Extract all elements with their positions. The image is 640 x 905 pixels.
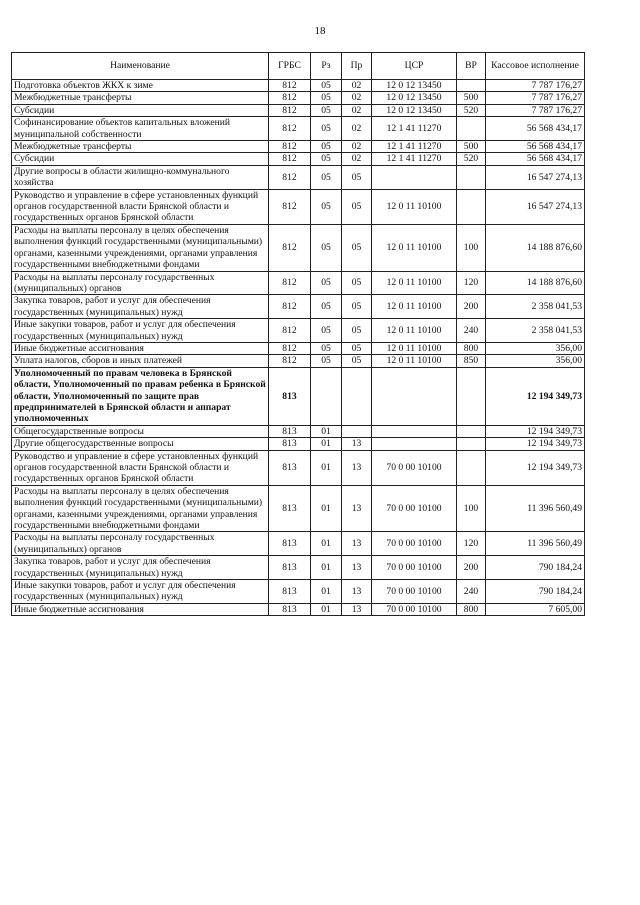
table-row bbox=[12, 450, 585, 485]
cell-csr: 12 0 11 10100 bbox=[372, 355, 457, 367]
cell-name: Уполномоченный по правам человека в Брянской области, Уполномоченный по правам ребенка в Брянской области, Уполномоченный по защите прав предпринимателей в Брянской области и аппарат уполномоченных bbox=[12, 367, 269, 425]
cell-rz: 01 bbox=[311, 485, 342, 532]
table-row bbox=[12, 80, 585, 92]
cell-csr: 12 0 11 10100 bbox=[372, 224, 457, 271]
cell-grbs: 813 bbox=[269, 532, 311, 556]
cell-vr: 240 bbox=[457, 580, 486, 604]
cell-rz: 05 bbox=[311, 342, 342, 354]
cell-rz: 01 bbox=[311, 425, 342, 437]
cell-name: Иные бюджетные ассигнования bbox=[12, 603, 269, 615]
cell-rz: 05 bbox=[311, 104, 342, 116]
cell-csr: 70 0 00 10100 bbox=[372, 580, 457, 604]
table-row bbox=[12, 603, 585, 615]
cell-rz: 05 bbox=[311, 271, 342, 295]
cell-vr bbox=[457, 450, 486, 485]
cell-pr: 13 bbox=[342, 438, 372, 450]
cell-vr bbox=[457, 189, 486, 224]
cell-csr: 12 0 11 10100 bbox=[372, 295, 457, 319]
cell-csr: 12 0 12 13450 bbox=[372, 80, 457, 92]
cell-rz: 05 bbox=[311, 80, 342, 92]
table-row bbox=[12, 425, 585, 437]
cell-csr: 12 0 11 10100 bbox=[372, 342, 457, 354]
table-row bbox=[12, 355, 585, 367]
table-row bbox=[12, 224, 585, 271]
header-csr: ЦСР bbox=[372, 53, 457, 80]
cell-rz: 05 bbox=[311, 295, 342, 319]
cell-csr bbox=[372, 367, 457, 425]
cell-amount: 7 787 176,27 bbox=[486, 104, 585, 116]
cell-rz: 05 bbox=[311, 153, 342, 165]
cell-amount: 12 194 349,73 bbox=[486, 438, 585, 450]
cell-name: Расходы на выплаты персоналу государственных (муниципальных) органов bbox=[12, 271, 269, 295]
table-row bbox=[12, 319, 585, 343]
cell-amount: 7 605,00 bbox=[486, 603, 585, 615]
cell-amount: 16 547 274,13 bbox=[486, 165, 585, 189]
cell-grbs: 813 bbox=[269, 580, 311, 604]
cell-csr: 70 0 00 10100 bbox=[372, 450, 457, 485]
cell-rz: 01 bbox=[311, 532, 342, 556]
table-row bbox=[12, 117, 585, 141]
cell-vr: 520 bbox=[457, 153, 486, 165]
cell-rz: 05 bbox=[311, 92, 342, 104]
cell-grbs: 812 bbox=[269, 104, 311, 116]
cell-pr: 05 bbox=[342, 342, 372, 354]
cell-pr: 05 bbox=[342, 189, 372, 224]
cell-grbs: 812 bbox=[269, 342, 311, 354]
cell-rz: 01 bbox=[311, 580, 342, 604]
cell-amount: 16 547 274,13 bbox=[486, 189, 585, 224]
cell-pr: 05 bbox=[342, 355, 372, 367]
cell-pr: 05 bbox=[342, 224, 372, 271]
cell-pr: 05 bbox=[342, 165, 372, 189]
cell-rz bbox=[311, 367, 342, 425]
cell-vr bbox=[457, 117, 486, 141]
cell-rz: 05 bbox=[311, 319, 342, 343]
cell-rz: 05 bbox=[311, 165, 342, 189]
cell-name: Расходы на выплаты персоналу в целях обеспечения выполнения функций государственными (муниципальными) органами, казенными учреждениями, органами управления государственными внебюджетными фондами bbox=[12, 485, 269, 532]
cell-grbs: 813 bbox=[269, 425, 311, 437]
cell-vr: 800 bbox=[457, 342, 486, 354]
cell-amount: 790 184,24 bbox=[486, 556, 585, 580]
cell-name: Уплата налогов, сборов и иных платежей bbox=[12, 355, 269, 367]
table-row bbox=[12, 165, 585, 189]
cell-rz: 01 bbox=[311, 438, 342, 450]
cell-rz: 01 bbox=[311, 556, 342, 580]
cell-name: Субсидии bbox=[12, 153, 269, 165]
cell-vr: 120 bbox=[457, 532, 486, 556]
cell-vr: 850 bbox=[457, 355, 486, 367]
cell-amount: 14 188 876,60 bbox=[486, 271, 585, 295]
cell-grbs: 812 bbox=[269, 165, 311, 189]
cell-name: Подготовка объектов ЖКХ к зиме bbox=[12, 80, 269, 92]
table-row bbox=[12, 438, 585, 450]
cell-vr: 200 bbox=[457, 556, 486, 580]
cell-csr: 12 0 11 10100 bbox=[372, 319, 457, 343]
cell-csr: 12 0 12 13450 bbox=[372, 92, 457, 104]
cell-vr: 200 bbox=[457, 295, 486, 319]
cell-pr: 02 bbox=[342, 92, 372, 104]
table-header-row bbox=[12, 53, 585, 80]
table-row bbox=[12, 295, 585, 319]
cell-pr: 13 bbox=[342, 450, 372, 485]
cell-name: Другие общегосударственные вопросы bbox=[12, 438, 269, 450]
cell-name: Общегосударственные вопросы bbox=[12, 425, 269, 437]
cell-name: Иные закупки товаров, работ и услуг для обеспечения государственных (муниципальных) нужд bbox=[12, 319, 269, 343]
cell-name: Закупка товаров, работ и услуг для обеспечения государственных (муниципальных) нужд bbox=[12, 556, 269, 580]
table-row bbox=[12, 189, 585, 224]
cell-amount: 2 358 041,53 bbox=[486, 319, 585, 343]
cell-rz: 01 bbox=[311, 603, 342, 615]
cell-pr: 02 bbox=[342, 80, 372, 92]
cell-grbs: 812 bbox=[269, 80, 311, 92]
cell-grbs: 813 bbox=[269, 450, 311, 485]
cell-csr: 12 0 12 13450 bbox=[372, 104, 457, 116]
cell-amount: 7 787 176,27 bbox=[486, 92, 585, 104]
cell-amount: 56 568 434,17 bbox=[486, 117, 585, 141]
cell-amount: 12 194 349,73 bbox=[486, 425, 585, 437]
cell-grbs: 812 bbox=[269, 141, 311, 153]
cell-vr bbox=[457, 80, 486, 92]
cell-name: Межбюджетные трансферты bbox=[12, 92, 269, 104]
cell-name: Иные бюджетные ассигнования bbox=[12, 342, 269, 354]
cell-rz: 05 bbox=[311, 141, 342, 153]
cell-grbs: 812 bbox=[269, 153, 311, 165]
cell-csr: 12 0 11 10100 bbox=[372, 189, 457, 224]
cell-grbs: 812 bbox=[269, 319, 311, 343]
cell-amount: 356,00 bbox=[486, 355, 585, 367]
cell-rz: 05 bbox=[311, 189, 342, 224]
cell-vr: 100 bbox=[457, 224, 486, 271]
cell-grbs: 812 bbox=[269, 117, 311, 141]
cell-pr: 05 bbox=[342, 271, 372, 295]
cell-csr bbox=[372, 425, 457, 437]
cell-name: Закупка товаров, работ и услуг для обеспечения государственных (муниципальных) нужд bbox=[12, 295, 269, 319]
cell-vr bbox=[457, 425, 486, 437]
table-row bbox=[12, 153, 585, 165]
cell-name: Руководство и управление в сфере установленных функций органов государственной власти Брянской области и государственных органов Брянской области bbox=[12, 450, 269, 485]
cell-amount: 56 568 434,17 bbox=[486, 141, 585, 153]
header-name: Наименование bbox=[12, 53, 269, 80]
cell-amount: 356,00 bbox=[486, 342, 585, 354]
table-row bbox=[12, 556, 585, 580]
table-row bbox=[12, 141, 585, 153]
table-row bbox=[12, 104, 585, 116]
cell-csr bbox=[372, 165, 457, 189]
cell-amount: 2 358 041,53 bbox=[486, 295, 585, 319]
cell-csr: 12 1 41 11270 bbox=[372, 141, 457, 153]
cell-rz: 05 bbox=[311, 117, 342, 141]
cell-name: Межбюджетные трансферты bbox=[12, 141, 269, 153]
header-pr: Пр bbox=[342, 53, 372, 80]
cell-grbs: 813 bbox=[269, 603, 311, 615]
cell-rz: 01 bbox=[311, 450, 342, 485]
cell-vr bbox=[457, 438, 486, 450]
cell-csr: 70 0 00 10100 bbox=[372, 603, 457, 615]
cell-grbs: 813 bbox=[269, 485, 311, 532]
cell-vr: 120 bbox=[457, 271, 486, 295]
cell-amount: 12 194 349,73 bbox=[486, 450, 585, 485]
cell-csr bbox=[372, 438, 457, 450]
cell-grbs: 812 bbox=[269, 295, 311, 319]
cell-vr bbox=[457, 367, 486, 425]
table-row bbox=[12, 532, 585, 556]
table-row bbox=[12, 342, 585, 354]
cell-pr: 13 bbox=[342, 603, 372, 615]
cell-vr: 800 bbox=[457, 603, 486, 615]
cell-grbs: 813 bbox=[269, 367, 311, 425]
header-grbs: ГРБС bbox=[269, 53, 311, 80]
cell-amount: 790 184,24 bbox=[486, 580, 585, 604]
cell-amount: 11 396 560,49 bbox=[486, 532, 585, 556]
cell-name: Расходы на выплаты персоналу в целях обеспечения выполнения функций государственными (муниципальными) органами, казенными учреждениями, органами управления государственными внебюджетными фондами bbox=[12, 224, 269, 271]
cell-name: Другие вопросы в области жилищно-коммунального хозяйства bbox=[12, 165, 269, 189]
cell-amount: 56 568 434,17 bbox=[486, 153, 585, 165]
cell-grbs: 812 bbox=[269, 92, 311, 104]
cell-pr bbox=[342, 367, 372, 425]
cell-rz: 05 bbox=[311, 355, 342, 367]
cell-vr: 500 bbox=[457, 92, 486, 104]
cell-grbs: 812 bbox=[269, 224, 311, 271]
cell-grbs: 812 bbox=[269, 189, 311, 224]
cell-vr: 500 bbox=[457, 141, 486, 153]
cell-grbs: 812 bbox=[269, 355, 311, 367]
cell-csr: 12 1 41 11270 bbox=[372, 117, 457, 141]
cell-csr: 70 0 00 10100 bbox=[372, 532, 457, 556]
table-row bbox=[12, 580, 585, 604]
cell-pr: 13 bbox=[342, 580, 372, 604]
cell-grbs: 813 bbox=[269, 556, 311, 580]
cell-csr: 70 0 00 10100 bbox=[372, 556, 457, 580]
cell-vr: 240 bbox=[457, 319, 486, 343]
cell-rz: 05 bbox=[311, 224, 342, 271]
cell-csr: 70 0 00 10100 bbox=[372, 485, 457, 532]
cell-name: Субсидии bbox=[12, 104, 269, 116]
table-row bbox=[12, 485, 585, 532]
cell-grbs: 813 bbox=[269, 438, 311, 450]
cell-amount: 14 188 876,60 bbox=[486, 224, 585, 271]
table-row bbox=[12, 367, 585, 425]
page-number: 18 bbox=[314, 25, 326, 37]
cell-pr: 02 bbox=[342, 117, 372, 141]
cell-pr: 13 bbox=[342, 485, 372, 532]
table-row bbox=[12, 92, 585, 104]
cell-amount: 7 787 176,27 bbox=[486, 80, 585, 92]
cell-amount: 12 194 349,73 bbox=[486, 367, 585, 425]
cell-vr bbox=[457, 165, 486, 189]
cell-name: Софинансирование объектов капитальных вложений муниципальной собственности bbox=[12, 117, 269, 141]
cell-grbs: 812 bbox=[269, 271, 311, 295]
budget-execution-table bbox=[11, 52, 585, 616]
cell-pr: 02 bbox=[342, 141, 372, 153]
cell-amount: 11 396 560,49 bbox=[486, 485, 585, 532]
cell-vr: 520 bbox=[457, 104, 486, 116]
cell-pr: 13 bbox=[342, 532, 372, 556]
cell-pr: 02 bbox=[342, 153, 372, 165]
table-row bbox=[12, 271, 585, 295]
cell-pr: 13 bbox=[342, 556, 372, 580]
cell-name: Руководство и управление в сфере установленных функций органов государственной власти Брянской области и государственных органов Брянской области bbox=[12, 189, 269, 224]
cell-pr: 05 bbox=[342, 295, 372, 319]
cell-pr: 05 bbox=[342, 319, 372, 343]
header-rz: Рз bbox=[311, 53, 342, 80]
cell-name: Иные закупки товаров, работ и услуг для обеспечения государственных (муниципальных) нужд bbox=[12, 580, 269, 604]
cell-name: Расходы на выплаты персоналу государственных (муниципальных) органов bbox=[12, 532, 269, 556]
cell-vr: 100 bbox=[457, 485, 486, 532]
cell-pr: 02 bbox=[342, 104, 372, 116]
header-amount: Кассовое исполнение bbox=[486, 53, 585, 80]
cell-csr: 12 0 11 10100 bbox=[372, 271, 457, 295]
cell-csr: 12 1 41 11270 bbox=[372, 153, 457, 165]
header-vr: ВР bbox=[457, 53, 486, 80]
cell-pr bbox=[342, 425, 372, 437]
